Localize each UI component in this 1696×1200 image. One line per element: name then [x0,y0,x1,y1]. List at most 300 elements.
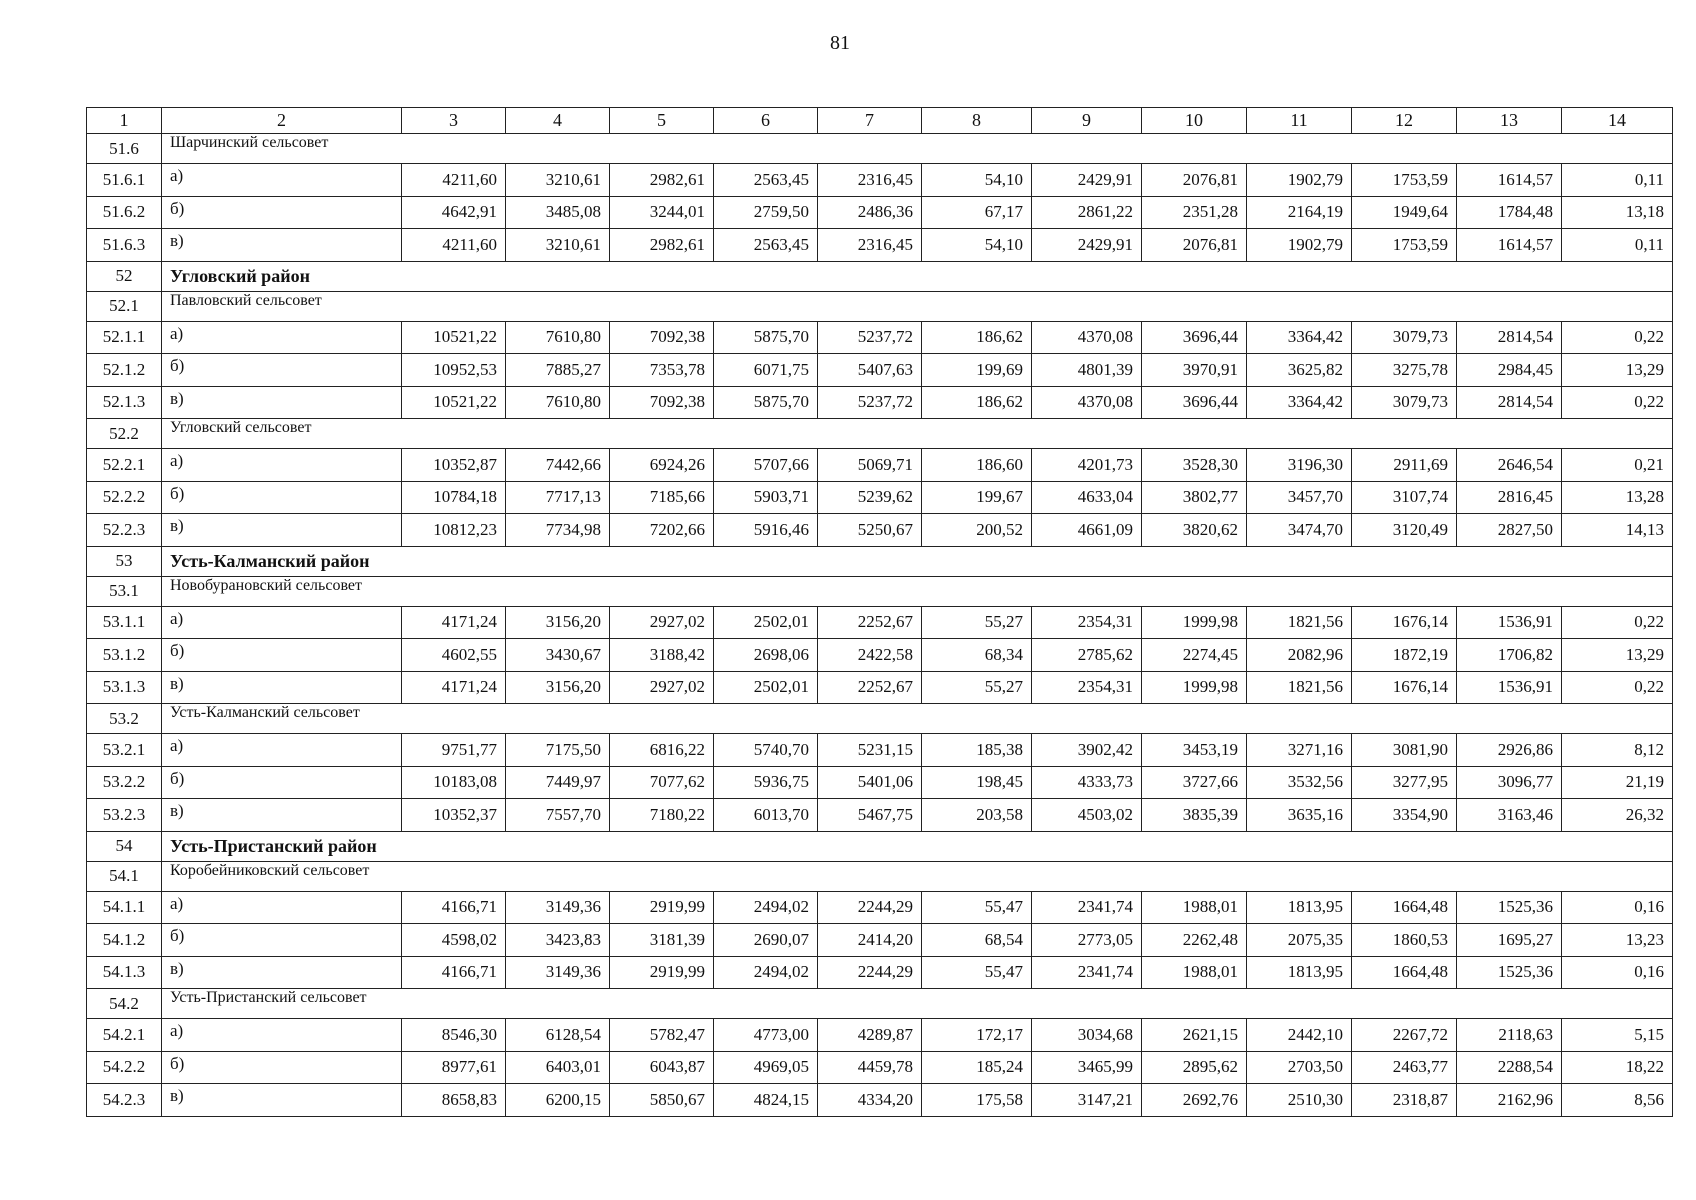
value-cell: 7353,78 [610,354,714,387]
value-cell: 4969,05 [714,1051,818,1084]
district-title: Усть-Пристанский район [162,831,1673,861]
value-cell: 7717,13 [506,481,610,514]
value-cell: 3902,42 [1032,734,1142,767]
value-cell: 1999,98 [1142,606,1247,639]
value-cell: 2646,54 [1457,449,1562,482]
value-cell: 3457,70 [1247,481,1352,514]
row-id: 52.1.2 [87,354,162,387]
header-cell: 3 [402,108,506,134]
section-row [87,419,1673,449]
value-cell: 3423,83 [506,924,610,957]
table-row [87,1019,1673,1052]
section-row [87,134,1673,164]
header-cell: 10 [1142,108,1247,134]
row-label: б) [162,1051,402,1084]
row-label: в) [162,799,402,832]
value-cell: 5407,63 [818,354,922,387]
value-cell: 4201,73 [1032,449,1142,482]
value-cell: 0,11 [1562,229,1673,262]
value-cell: 2422,58 [818,639,922,672]
value-cell: 3727,66 [1142,766,1247,799]
value-cell: 4801,39 [1032,354,1142,387]
value-cell: 13,23 [1562,924,1673,957]
value-cell: 2759,50 [714,196,818,229]
value-cell: 5903,71 [714,481,818,514]
value-cell: 7885,27 [506,354,610,387]
row-id: 53.1.3 [87,671,162,704]
value-cell: 2502,01 [714,671,818,704]
value-cell: 0,21 [1562,449,1673,482]
value-cell: 2316,45 [818,229,922,262]
row-id: 53.2.2 [87,766,162,799]
value-cell: 4370,08 [1032,386,1142,419]
value-cell: 1784,48 [1457,196,1562,229]
row-id: 51.6.3 [87,229,162,262]
value-cell: 7610,80 [506,386,610,419]
value-cell: 2075,35 [1247,924,1352,957]
value-cell: 4633,04 [1032,481,1142,514]
value-cell: 1525,36 [1457,956,1562,989]
value-cell: 6403,01 [506,1051,610,1084]
value-cell: 2076,81 [1142,229,1247,262]
value-cell: 4459,78 [818,1051,922,1084]
value-cell: 2861,22 [1032,196,1142,229]
value-cell: 7077,62 [610,766,714,799]
value-cell: 3181,39 [610,924,714,957]
value-cell: 3354,90 [1352,799,1457,832]
header-cell: 1 [87,108,162,134]
value-cell: 5936,75 [714,766,818,799]
value-cell: 5467,75 [818,799,922,832]
value-cell: 6200,15 [506,1084,610,1117]
value-cell: 3802,77 [1142,481,1247,514]
value-cell: 2463,77 [1352,1051,1457,1084]
value-cell: 8977,61 [402,1051,506,1084]
row-id: 52.2.1 [87,449,162,482]
value-cell: 199,67 [922,481,1032,514]
district-id: 54 [87,831,162,861]
value-cell: 3079,73 [1352,386,1457,419]
value-cell: 6013,70 [714,799,818,832]
value-cell: 2919,99 [610,891,714,924]
table-row [87,734,1673,767]
value-cell: 68,34 [922,639,1032,672]
header-cell: 9 [1032,108,1142,134]
value-cell: 55,47 [922,956,1032,989]
table-row [87,514,1673,547]
value-cell: 3474,70 [1247,514,1352,547]
value-cell: 3364,42 [1247,321,1352,354]
section-title: Усть-Пристанский сельсовет [162,989,1673,1019]
value-cell: 3096,77 [1457,766,1562,799]
value-cell: 2563,45 [714,164,818,197]
value-cell: 2267,72 [1352,1019,1457,1052]
value-cell: 3034,68 [1032,1019,1142,1052]
value-cell: 2621,15 [1142,1019,1247,1052]
value-cell: 2773,05 [1032,924,1142,957]
section-row [87,291,1673,321]
section-title: Шарчинский сельсовет [162,134,1673,164]
value-cell: 3485,08 [506,196,610,229]
section-title: Угловский сельсовет [162,419,1673,449]
value-cell: 2927,02 [610,671,714,704]
value-cell: 2926,86 [1457,734,1562,767]
row-label: а) [162,1019,402,1052]
value-cell: 2690,07 [714,924,818,957]
value-cell: 68,54 [922,924,1032,957]
table-row [87,164,1673,197]
value-cell: 2318,87 [1352,1084,1457,1117]
row-id: 53.2.1 [87,734,162,767]
value-cell: 5916,46 [714,514,818,547]
value-cell: 0,22 [1562,606,1673,639]
value-cell: 6071,75 [714,354,818,387]
value-cell: 200,52 [922,514,1032,547]
value-cell: 2164,19 [1247,196,1352,229]
header-cell: 7 [818,108,922,134]
value-cell: 2927,02 [610,606,714,639]
value-cell: 4211,60 [402,229,506,262]
header-cell: 13 [1457,108,1562,134]
value-cell: 1988,01 [1142,956,1247,989]
table-row [87,766,1673,799]
value-cell: 198,45 [922,766,1032,799]
value-cell: 3107,74 [1352,481,1457,514]
header-row [87,108,1673,134]
value-cell: 3149,36 [506,891,610,924]
table-row [87,639,1673,672]
row-label: а) [162,891,402,924]
row-id: 54.2.2 [87,1051,162,1084]
value-cell: 3970,91 [1142,354,1247,387]
value-cell: 3696,44 [1142,386,1247,419]
section-id: 52.1 [87,291,162,321]
value-cell: 2814,54 [1457,386,1562,419]
table-row [87,386,1673,419]
value-cell: 2486,36 [818,196,922,229]
section-row [87,989,1673,1019]
value-cell: 2982,61 [610,164,714,197]
value-cell: 1872,19 [1352,639,1457,672]
value-cell: 2414,20 [818,924,922,957]
value-cell: 10952,53 [402,354,506,387]
table-row [87,891,1673,924]
value-cell: 3528,30 [1142,449,1247,482]
value-cell: 5250,67 [818,514,922,547]
value-cell: 2911,69 [1352,449,1457,482]
value-cell: 8546,30 [402,1019,506,1052]
value-cell: 3210,61 [506,229,610,262]
value-cell: 1813,95 [1247,891,1352,924]
value-cell: 2827,50 [1457,514,1562,547]
row-label: б) [162,481,402,514]
value-cell: 2919,99 [610,956,714,989]
value-cell: 3532,56 [1247,766,1352,799]
row-id: 52.1.1 [87,321,162,354]
table-row [87,354,1673,387]
value-cell: 3635,16 [1247,799,1352,832]
value-cell: 7610,80 [506,321,610,354]
table-row [87,481,1673,514]
table-row [87,449,1673,482]
value-cell: 0,22 [1562,671,1673,704]
value-cell: 2316,45 [818,164,922,197]
value-cell: 6924,26 [610,449,714,482]
value-cell: 1614,57 [1457,164,1562,197]
section-title: Павловский сельсовет [162,291,1673,321]
value-cell: 2252,67 [818,606,922,639]
value-cell: 1664,48 [1352,891,1457,924]
value-cell: 14,13 [1562,514,1673,547]
section-id: 52.2 [87,419,162,449]
row-id: 54.1.2 [87,924,162,957]
section-id: 53.1 [87,576,162,606]
row-id: 52.2.2 [87,481,162,514]
value-cell: 0,22 [1562,321,1673,354]
value-cell: 0,16 [1562,956,1673,989]
row-label: б) [162,924,402,957]
value-cell: 3430,67 [506,639,610,672]
value-cell: 1821,56 [1247,606,1352,639]
value-cell: 4334,20 [818,1084,922,1117]
value-cell: 8658,83 [402,1084,506,1117]
value-cell: 172,17 [922,1019,1032,1052]
page-number: 81 [830,32,850,54]
section-title: Усть-Калманский сельсовет [162,704,1673,734]
value-cell: 5237,72 [818,321,922,354]
district-id: 53 [87,546,162,576]
value-cell: 4642,91 [402,196,506,229]
value-cell: 2814,54 [1457,321,1562,354]
value-cell: 2984,45 [1457,354,1562,387]
row-label: б) [162,639,402,672]
value-cell: 10784,18 [402,481,506,514]
value-cell: 3149,36 [506,956,610,989]
row-label: в) [162,671,402,704]
value-cell: 203,58 [922,799,1032,832]
value-cell: 3820,62 [1142,514,1247,547]
value-cell: 3275,78 [1352,354,1457,387]
value-cell: 10812,23 [402,514,506,547]
value-cell: 55,47 [922,891,1032,924]
row-id: 52.1.3 [87,386,162,419]
value-cell: 2698,06 [714,639,818,672]
value-cell: 3196,30 [1247,449,1352,482]
value-cell: 4602,55 [402,639,506,672]
value-cell: 186,62 [922,386,1032,419]
value-cell: 4661,09 [1032,514,1142,547]
value-cell: 8,56 [1562,1084,1673,1117]
value-cell: 4598,02 [402,924,506,957]
value-cell: 3364,42 [1247,386,1352,419]
value-cell: 4333,73 [1032,766,1142,799]
row-id: 54.2.3 [87,1084,162,1117]
table-row [87,799,1673,832]
value-cell: 3081,90 [1352,734,1457,767]
table-row [87,956,1673,989]
row-label: б) [162,766,402,799]
value-cell: 13,18 [1562,196,1673,229]
row-id: 53.1.2 [87,639,162,672]
value-cell: 7202,66 [610,514,714,547]
value-cell: 3210,61 [506,164,610,197]
value-cell: 4289,87 [818,1019,922,1052]
value-cell: 3696,44 [1142,321,1247,354]
table-row [87,606,1673,639]
value-cell: 10183,08 [402,766,506,799]
table-row [87,671,1673,704]
row-label: в) [162,1084,402,1117]
value-cell: 2502,01 [714,606,818,639]
value-cell: 0,22 [1562,386,1673,419]
value-cell: 6816,22 [610,734,714,767]
value-cell: 7092,38 [610,321,714,354]
value-cell: 2563,45 [714,229,818,262]
value-cell: 9751,77 [402,734,506,767]
value-cell: 1676,14 [1352,671,1457,704]
section-row [87,861,1673,891]
row-label: а) [162,164,402,197]
value-cell: 54,10 [922,229,1032,262]
row-label: в) [162,386,402,419]
section-id: 53.2 [87,704,162,734]
value-cell: 4171,24 [402,671,506,704]
value-cell: 2262,48 [1142,924,1247,957]
value-cell: 5850,67 [610,1084,714,1117]
value-cell: 1902,79 [1247,164,1352,197]
header-cell: 14 [1562,108,1673,134]
value-cell: 2082,96 [1247,639,1352,672]
value-cell: 6128,54 [506,1019,610,1052]
value-cell: 7734,98 [506,514,610,547]
row-label: в) [162,229,402,262]
value-cell: 1813,95 [1247,956,1352,989]
value-cell: 1753,59 [1352,229,1457,262]
value-cell: 1614,57 [1457,229,1562,262]
district-id: 52 [87,261,162,291]
value-cell: 5239,62 [818,481,922,514]
value-cell: 2076,81 [1142,164,1247,197]
value-cell: 21,19 [1562,766,1673,799]
section-id: 51.6 [87,134,162,164]
value-cell: 185,38 [922,734,1032,767]
value-cell: 1949,64 [1352,196,1457,229]
value-cell: 8,12 [1562,734,1673,767]
value-cell: 1695,27 [1457,924,1562,957]
value-cell: 4824,15 [714,1084,818,1117]
district-row [87,261,1673,291]
value-cell: 5401,06 [818,766,922,799]
header-cell: 12 [1352,108,1457,134]
row-id: 52.2.3 [87,514,162,547]
value-cell: 1676,14 [1352,606,1457,639]
value-cell: 2429,91 [1032,164,1142,197]
value-cell: 2429,91 [1032,229,1142,262]
value-cell: 3120,49 [1352,514,1457,547]
value-cell: 2494,02 [714,956,818,989]
table-row [87,1084,1673,1117]
table-row [87,924,1673,957]
value-cell: 3271,16 [1247,734,1352,767]
tariff-table [86,107,1673,1117]
value-cell: 3465,99 [1032,1051,1142,1084]
value-cell: 7449,97 [506,766,610,799]
value-cell: 7180,22 [610,799,714,832]
value-cell: 2354,31 [1032,606,1142,639]
value-cell: 7442,66 [506,449,610,482]
value-cell: 2162,96 [1457,1084,1562,1117]
value-cell: 13,29 [1562,354,1673,387]
value-cell: 3453,19 [1142,734,1247,767]
value-cell: 186,62 [922,321,1032,354]
value-cell: 186,60 [922,449,1032,482]
value-cell: 10352,87 [402,449,506,482]
value-cell: 2351,28 [1142,196,1247,229]
district-title: Усть-Калманский район [162,546,1673,576]
value-cell: 0,11 [1562,164,1673,197]
value-cell: 1860,53 [1352,924,1457,957]
header-cell: 11 [1247,108,1352,134]
value-cell: 1536,91 [1457,606,1562,639]
section-id: 54.2 [87,989,162,1019]
value-cell: 7092,38 [610,386,714,419]
value-cell: 2785,62 [1032,639,1142,672]
value-cell: 185,24 [922,1051,1032,1084]
value-cell: 67,17 [922,196,1032,229]
value-cell: 5069,71 [818,449,922,482]
row-id: 53.2.3 [87,799,162,832]
value-cell: 1536,91 [1457,671,1562,704]
row-label: в) [162,956,402,989]
value-cell: 1902,79 [1247,229,1352,262]
value-cell: 55,27 [922,606,1032,639]
value-cell: 26,32 [1562,799,1673,832]
row-id: 54.2.1 [87,1019,162,1052]
value-cell: 3156,20 [506,606,610,639]
value-cell: 5740,70 [714,734,818,767]
value-cell: 3079,73 [1352,321,1457,354]
value-cell: 13,29 [1562,639,1673,672]
row-label: а) [162,734,402,767]
value-cell: 4171,24 [402,606,506,639]
value-cell: 199,69 [922,354,1032,387]
value-cell: 2703,50 [1247,1051,1352,1084]
value-cell: 2510,30 [1247,1084,1352,1117]
value-cell: 4166,71 [402,891,506,924]
header-cell: 8 [922,108,1032,134]
row-label: в) [162,514,402,547]
value-cell: 1988,01 [1142,891,1247,924]
row-label: а) [162,606,402,639]
value-cell: 2494,02 [714,891,818,924]
row-id: 53.1.1 [87,606,162,639]
district-row [87,831,1673,861]
table-row [87,321,1673,354]
value-cell: 7557,70 [506,799,610,832]
value-cell: 1753,59 [1352,164,1457,197]
value-cell: 2244,29 [818,891,922,924]
value-cell: 10521,22 [402,321,506,354]
row-id: 54.1.1 [87,891,162,924]
value-cell: 3188,42 [610,639,714,672]
value-cell: 55,27 [922,671,1032,704]
value-cell: 2244,29 [818,956,922,989]
value-cell: 2118,63 [1457,1019,1562,1052]
table-row [87,1051,1673,1084]
value-cell: 2341,74 [1032,956,1142,989]
value-cell: 54,10 [922,164,1032,197]
header-cell: 4 [506,108,610,134]
